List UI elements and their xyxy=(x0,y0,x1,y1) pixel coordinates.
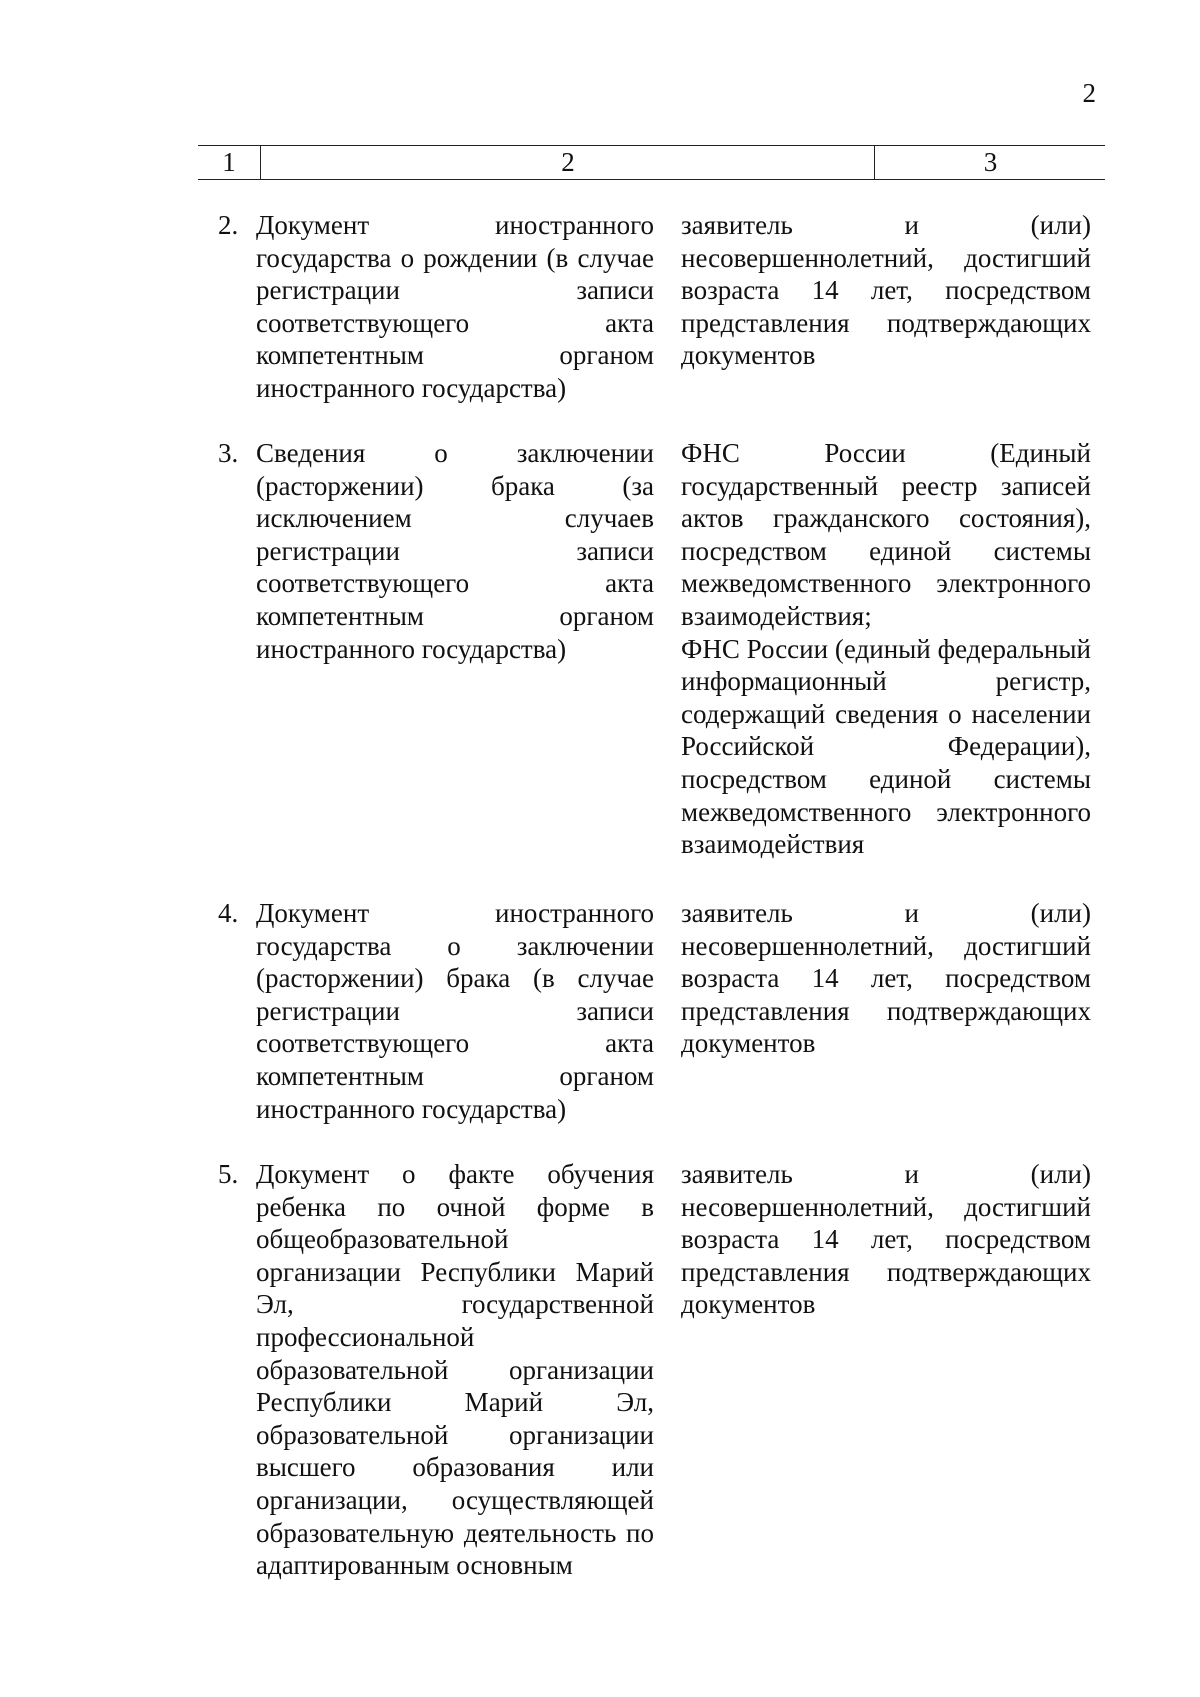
row-number: 5. xyxy=(218,1159,239,1189)
table-header xyxy=(198,145,1105,180)
document-name: Документ иностранного государства о заключении (расторжении) брака (в случае регистрации записи соответствующего акта компетентным органом иностранного государства) xyxy=(256,898,654,1124)
document-name: Сведения о заключении (расторжении) брака (за исключением случаев регистрации записи соответствующего акта компетентным органом иностранного государства) xyxy=(256,438,654,664)
header-cell-2: 2 xyxy=(260,146,875,179)
data-source: заявитель и (или) несовершеннолетний, достигший возраста 14 лет, посредством представления подтверждающих документов xyxy=(681,210,1091,371)
document-name: Документ иностранного государства о рождении (в случае регистрации записи соответствующего акта компетентным органом иностранного государства) xyxy=(256,210,654,403)
page-number: 2 xyxy=(1082,78,1096,108)
data-source xyxy=(681,437,1091,861)
data-source: заявитель и (или) несовершеннолетний, достигший возраста 14 лет, посредством представления подтверждающих документов xyxy=(681,898,1091,1059)
data-source-part: ФНС России (Единый государственный реестр записей актов гражданского состояния), посредством единой системы межведомственного электронного взаимодействия; xyxy=(681,438,1091,631)
data-source: заявитель и (или) несовершеннолетний, достигший возраста 14 лет, посредством представления подтверждающих документов xyxy=(681,1159,1091,1320)
row-number: 4. xyxy=(218,898,239,928)
row-number: 2. xyxy=(218,210,239,240)
header-cell-3: 3 xyxy=(874,146,1106,179)
row-number: 3. xyxy=(218,438,239,468)
header-cell-1: 1 xyxy=(222,147,236,177)
document-name: Документ о факте обучения ребенка по очной форме в общеобразовательной организации Республики Марий Эл, государственной профессиональной образовательной организации Республики Марий Эл, образовательной организации высшего образования или организации, осуществляющей образовательную деятельность по адаптированным основным xyxy=(256,1159,654,1581)
data-source-part: ФНС России (единый федеральный информационный регистр, содержащий сведения о населении Российской Федерации), посредством единой системы межведомственного электронного взаимодействия xyxy=(681,633,1091,860)
